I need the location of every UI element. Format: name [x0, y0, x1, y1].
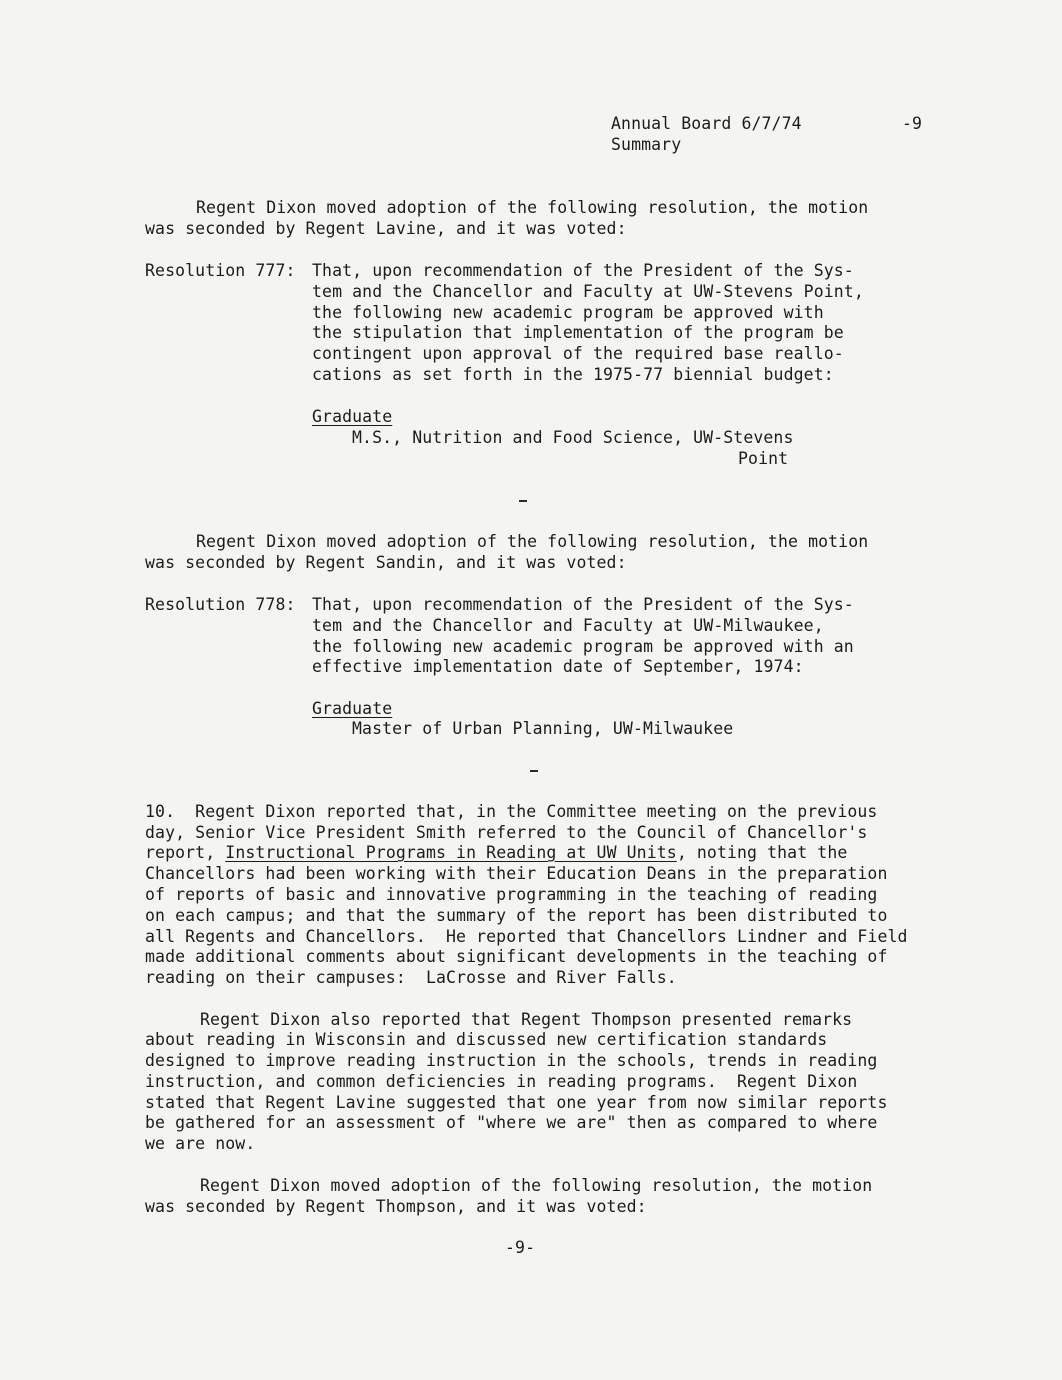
res777-program: M.S., Nutrition and Food Science, UW-Stevens	[352, 428, 794, 447]
item10-para2-line-1: Regent Dixon also reported that Regent Thompson presented remarks	[200, 1010, 853, 1029]
item10-para3-line-1: Regent Dixon moved adoption of the following resolution, the motion	[200, 1176, 873, 1195]
item10-para3-line-2: was seconded by Regent Thompson, and it was voted:	[145, 1197, 647, 1216]
res778-label: Resolution 778:	[145, 595, 296, 614]
res777-intro-line-1: Regent Dixon moved adoption of the following resolution, the motion	[196, 198, 869, 217]
item10-line-1: 10. Regent Dixon reported that, in the Committee meeting on the previous	[145, 802, 878, 821]
item10-para2-line-3: designed to improve reading instruction in the schools, trends in reading	[145, 1051, 878, 1070]
item10-line-2: day, Senior Vice President Smith referred to the Council of Chancellor's	[145, 823, 868, 842]
item10-line-5: of reports of basic and innovative programming in the teaching of reading	[145, 885, 878, 904]
res778-category: Graduate	[312, 699, 393, 718]
res778-intro-line-2: was seconded by Regent Sandin, and it was voted:	[145, 553, 627, 572]
res777-program-cont: Point	[738, 449, 789, 468]
res778-intro-line-1: Regent Dixon moved adoption of the following resolution, the motion	[196, 532, 869, 551]
item10-para2-line-5: stated that Regent Lavine suggested that one year from now similar reports	[145, 1093, 888, 1112]
res777-body-line-1: That, upon recommendation of the President of the Sys-	[312, 261, 854, 280]
res778-body-line-4: effective implementation date of September, 1974:	[312, 657, 804, 676]
res778-body-line-2: tem and the Chancellor and Faculty at UW-Milwaukee,	[312, 616, 824, 635]
page-number: -9-	[505, 1238, 536, 1257]
res778-body-line-1: That, upon recommendation of the President of the Sys-	[312, 595, 854, 614]
item10-para2-line-4: instruction, and common deficiencies in reading programs. Regent Dixon	[145, 1072, 858, 1091]
res777-body-line-4: the stipulation that implementation of the program be	[312, 323, 844, 342]
res777-category: Graduate	[312, 407, 393, 426]
header-page-ref: -9	[902, 114, 923, 133]
res778-program: Master of Urban Planning, UW-Milwaukee	[352, 719, 734, 738]
item10-line-4: Chancellors had been working with their Education Deans in the preparation	[145, 864, 888, 883]
item10-line-3	[145, 843, 925, 864]
res778-body-line-3: the following new academic program be approved with an	[312, 637, 854, 656]
res777-body-line-5: contingent upon approval of the required base reallo-	[312, 344, 844, 363]
item10-line-3-post: , noting that the	[676, 843, 848, 862]
item10-line-8: made additional comments about significant developments in the teaching of	[145, 947, 888, 966]
res777-body-line-6: cations as set forth in the 1975-77 biennial budget:	[312, 365, 834, 384]
item10-line-9: reading on their campuses: LaCrosse and River Falls.	[145, 968, 677, 987]
item10-line-6: on each campus; and that the summary of the report has been distributed to	[145, 906, 888, 925]
header-title: Annual Board 6/7/74	[611, 114, 802, 133]
item10-para2-line-7: we are now.	[145, 1134, 256, 1153]
item10-para2-line-2: about reading in Wisconsin and discussed new certification standards	[145, 1030, 828, 1049]
res777-intro-line-2: was seconded by Regent Lavine, and it was voted:	[145, 219, 627, 238]
item10-para2-line-6: be gathered for an assessment of "where we are" then as compared to where	[145, 1113, 878, 1132]
res777-label: Resolution 777:	[145, 261, 296, 280]
item10-line-7: all Regents and Chancellors. He reported that Chancellors Lindner and Field	[145, 927, 908, 946]
header-subtitle: Summary	[611, 135, 682, 154]
res777-body-line-2: tem and the Chancellor and Faculty at UW-Stevens Point,	[312, 282, 864, 301]
item10-line-3-pre: report,	[145, 843, 226, 862]
res777-body-line-3: the following new academic program be approved with	[312, 303, 824, 322]
report-title: Instructional Programs in Reading at UW Units	[225, 843, 677, 862]
section-separator	[519, 500, 527, 502]
section-separator	[530, 770, 538, 772]
